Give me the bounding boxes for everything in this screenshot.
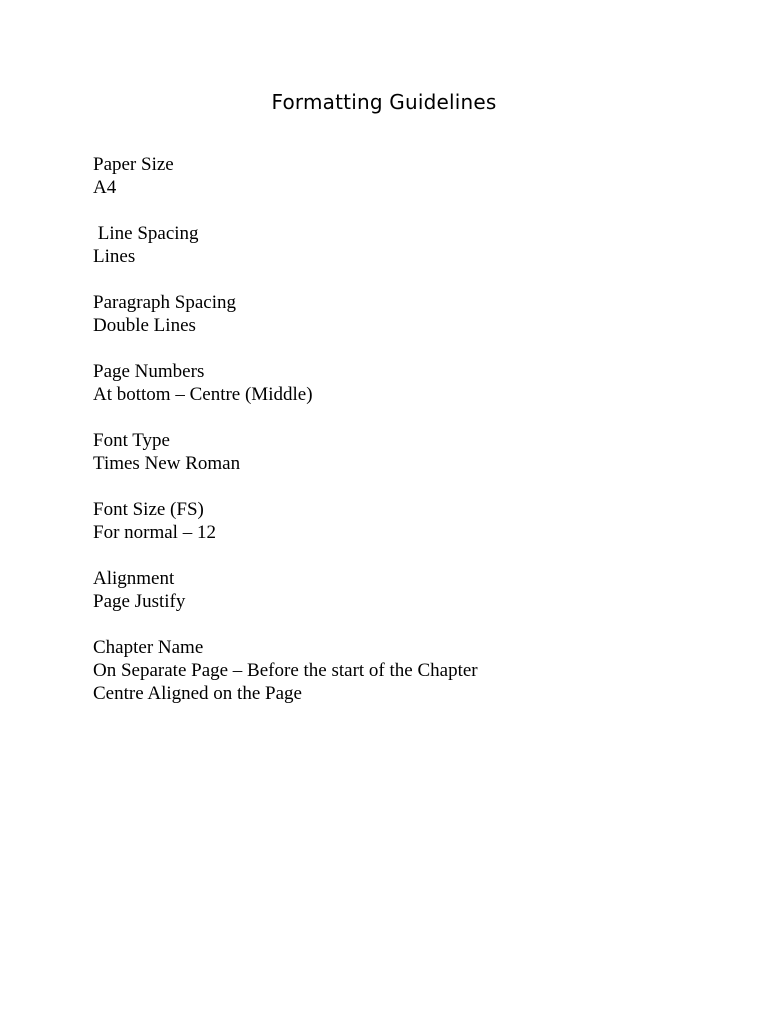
- guidelines-list: [93, 153, 713, 728]
- section-heading: Font Type: [93, 430, 170, 451]
- section-value: On Separate Page – Before the start of the Chapter: [93, 660, 478, 681]
- section-value: At bottom – Centre (Middle): [93, 384, 313, 405]
- section-line-spacing: [93, 222, 713, 268]
- section-page-numbers: [93, 360, 713, 406]
- section-value: Lines: [93, 246, 136, 267]
- section-heading: Font Size (FS): [93, 499, 204, 520]
- section-value: A4: [93, 177, 117, 198]
- document-title: Formatting Guidelines: [271, 90, 497, 114]
- section-paragraph-spacing: [93, 291, 713, 337]
- section-font-size: [93, 498, 713, 544]
- section-value: Double Lines: [93, 315, 196, 336]
- section-heading: Paragraph Spacing: [93, 292, 236, 313]
- section-value: Page Justify: [93, 591, 186, 612]
- section-heading: Line Spacing: [93, 223, 199, 244]
- section-paper-size: [93, 153, 713, 199]
- section-value: For normal – 12: [93, 522, 216, 543]
- section-font-type: [93, 429, 713, 475]
- section-heading: Chapter Name: [93, 637, 204, 658]
- section-heading: Paper Size: [93, 154, 174, 175]
- section-chapter-name: [93, 636, 713, 705]
- section-heading: Alignment: [93, 568, 175, 589]
- section-heading: Page Numbers: [93, 361, 205, 382]
- section-value: Centre Aligned on the Page: [93, 683, 302, 704]
- section-alignment: [93, 567, 713, 613]
- section-value: Times New Roman: [93, 453, 241, 474]
